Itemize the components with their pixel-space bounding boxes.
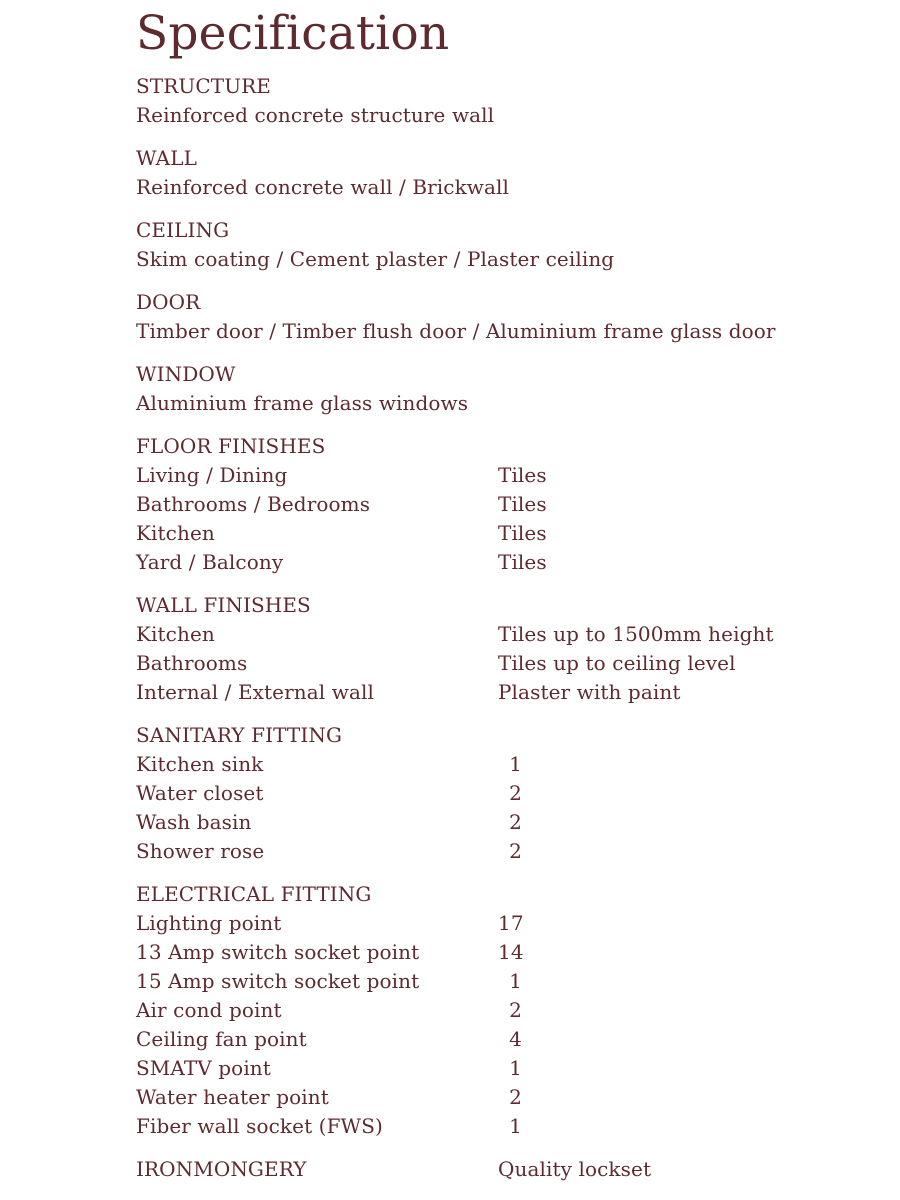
section-text: Reinforced concrete structure wall	[136, 103, 495, 127]
spec-label: Wash basin	[136, 810, 252, 834]
spec-value: Quality lockset	[498, 1157, 652, 1181]
spec-value: Plaster with paint	[498, 680, 681, 704]
spec-row	[136, 1083, 856, 1112]
spec-quantity: 1	[509, 1114, 522, 1138]
spec-quantity: 2	[509, 998, 522, 1022]
spec-row	[136, 1112, 856, 1141]
spec-label: Living / Dining	[136, 463, 288, 487]
section-wall-finishes	[136, 591, 856, 707]
section-heading: IRONMONGERY	[136, 1157, 307, 1181]
spec-label: Kitchen	[136, 622, 215, 646]
spec-row	[136, 909, 856, 938]
section-ironmongery	[136, 1155, 856, 1184]
spec-quantity: 2	[509, 1085, 522, 1109]
spec-row	[136, 750, 856, 779]
spec-row	[136, 1054, 856, 1083]
section-floor-finishes	[136, 432, 856, 577]
section-text: Skim coating / Cement plaster / Plaster ceiling	[136, 247, 615, 271]
spec-quantity: 4	[509, 1027, 522, 1051]
spec-label: SMATV point	[136, 1056, 271, 1080]
spec-label: Shower rose	[136, 839, 265, 863]
spec-label: Ceiling fan point	[136, 1027, 307, 1051]
spec-quantity: 1	[509, 752, 522, 776]
spec-label: Kitchen	[136, 521, 215, 545]
spec-row	[136, 649, 856, 678]
section-heading: CEILING	[136, 218, 230, 242]
spec-value: Tiles	[498, 521, 547, 545]
spec-label: Water heater point	[136, 1085, 329, 1109]
spec-quantity: 1	[509, 1056, 522, 1080]
section-window	[136, 360, 856, 418]
section-sanitary-fitting	[136, 721, 856, 866]
spec-row	[136, 461, 856, 490]
spec-quantity: 2	[509, 810, 522, 834]
spec-label: Yard / Balcony	[136, 550, 284, 574]
section-heading: DOOR	[136, 290, 201, 314]
spec-label: Water closet	[136, 781, 264, 805]
spec-row	[136, 837, 856, 866]
section-structure	[136, 72, 856, 130]
spec-label: Internal / External wall	[136, 680, 374, 704]
spec-quantity: 17	[498, 911, 524, 935]
spec-label: Kitchen sink	[136, 752, 264, 776]
spec-quantity: 1	[509, 969, 522, 993]
section-electrical-fitting	[136, 880, 856, 1141]
spec-label: Lighting point	[136, 911, 282, 935]
spec-quantity: 14	[498, 940, 524, 964]
section-text: Aluminium frame glass windows	[136, 391, 469, 415]
spec-value: Tiles	[498, 550, 547, 574]
spec-label: Fiber wall socket (FWS)	[136, 1114, 383, 1138]
section-heading: FLOOR FINISHES	[136, 434, 326, 458]
spec-value: Tiles up to 1500mm height	[498, 622, 774, 646]
specification-page	[136, 0, 856, 1184]
spec-label: 13 Amp switch socket point	[136, 940, 420, 964]
spec-row	[136, 490, 856, 519]
page-title: Specification	[136, 6, 450, 61]
spec-label: 15 Amp switch socket point	[136, 969, 420, 993]
section-heading: SANITARY FITTING	[136, 723, 343, 747]
spec-row	[136, 548, 856, 577]
section-text: Reinforced concrete wall / Brickwall	[136, 175, 510, 199]
spec-row	[136, 779, 856, 808]
section-text: Timber door / Timber flush door / Aluminium frame glass door	[136, 319, 776, 343]
spec-value: Tiles	[498, 463, 547, 487]
section-wall	[136, 144, 856, 202]
section-heading: WALL	[136, 146, 197, 170]
spec-quantity: 2	[509, 839, 522, 863]
spec-row	[136, 938, 856, 967]
spec-label: Bathrooms / Bedrooms	[136, 492, 371, 516]
spec-quantity: 2	[509, 781, 522, 805]
spec-value: Tiles	[498, 492, 547, 516]
spec-row	[136, 620, 856, 649]
spec-row	[136, 519, 856, 548]
spec-row	[136, 996, 856, 1025]
section-heading: WALL FINISHES	[136, 593, 311, 617]
spec-row	[136, 678, 856, 707]
section-heading: ELECTRICAL FITTING	[136, 882, 372, 906]
spec-label: Air cond point	[136, 998, 282, 1022]
spec-row	[136, 1155, 856, 1184]
spec-value: Tiles up to ceiling level	[498, 651, 736, 675]
spec-row	[136, 808, 856, 837]
spec-row	[136, 967, 856, 996]
spec-label: Bathrooms	[136, 651, 248, 675]
section-heading: STRUCTURE	[136, 74, 272, 98]
section-door	[136, 288, 856, 346]
section-heading: WINDOW	[136, 362, 236, 386]
spec-row	[136, 1025, 856, 1054]
section-ceiling	[136, 216, 856, 274]
